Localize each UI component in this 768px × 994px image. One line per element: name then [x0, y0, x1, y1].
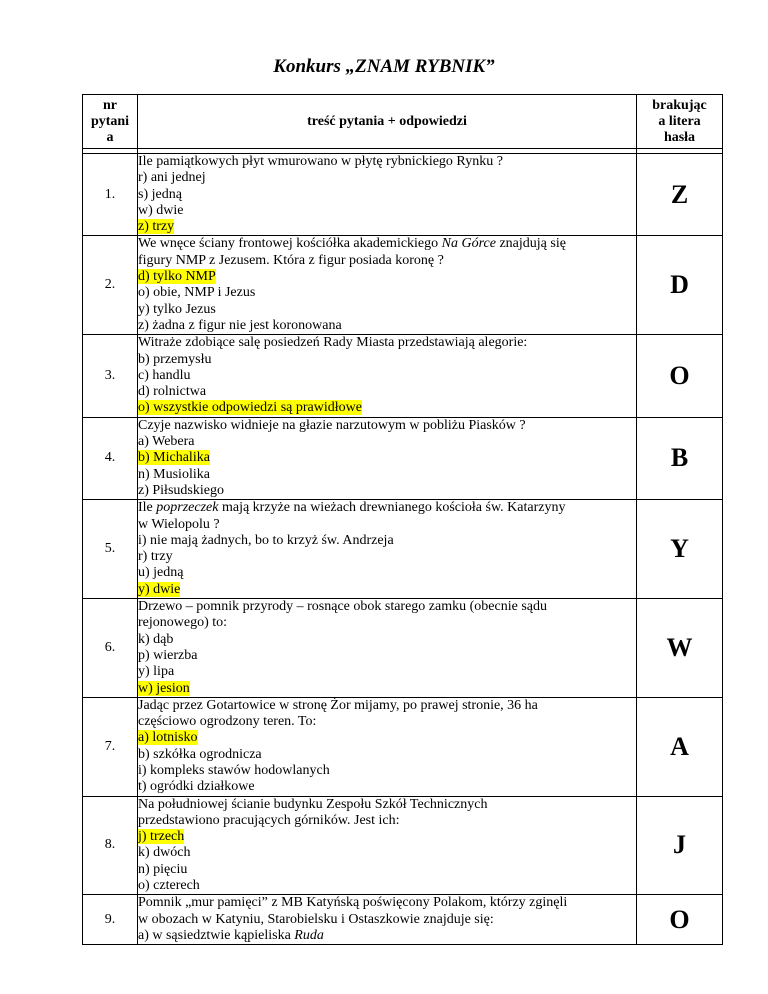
question-content: [138, 796, 637, 895]
answer-option: r) ani jednej: [138, 170, 206, 186]
missing-letter: A: [637, 697, 723, 796]
question-text: Pomnik „mur pamięci” z MB Katyńską poświęcony Polakom, którzy zginęli: [138, 895, 568, 911]
question-number: 9.: [83, 895, 138, 945]
answer-option: z) Piłsudskiego: [138, 482, 224, 498]
question-line: [138, 763, 636, 779]
answer-option: b) przemysłu: [138, 351, 212, 367]
question-line: [138, 483, 636, 499]
question-line: [138, 615, 636, 631]
question-content: [138, 154, 637, 236]
question-line: [138, 517, 636, 533]
question-line: [138, 632, 636, 648]
question-row: [83, 796, 723, 895]
question-content: [138, 599, 637, 698]
answer-option: figury NMP z Jezusem. Która z figur posiada koronę ?: [138, 252, 444, 268]
question-content: [138, 335, 637, 417]
question-line: [138, 253, 636, 269]
answer-option: d) rolnictwa: [138, 384, 207, 400]
question-text-line: [138, 928, 636, 944]
question-number: 4.: [83, 417, 138, 499]
answer-option: częściowo ogrodzony teren. To:: [138, 714, 317, 730]
question-row: [83, 335, 723, 417]
question-line: [138, 187, 636, 203]
question-line: [138, 368, 636, 384]
correct-answer-highlight: z) trzy: [138, 219, 175, 235]
correct-answer-highlight: y) dwie: [138, 581, 181, 597]
question-number: 6.: [83, 599, 138, 698]
question-line: [138, 335, 636, 351]
question-line: [138, 829, 636, 845]
question-text: Drzewo – pomnik przyrody – rosnące obok starego zamku (obecnie sądu: [138, 599, 547, 615]
missing-letter: O: [637, 895, 723, 945]
question-text: Czyje nazwisko widnieje na głazie narzutowym w pobliżu Piasków ?: [138, 417, 526, 433]
text-fragment: We wnęce ściany frontowej kościółka akademickiego: [138, 236, 442, 252]
question-line: [138, 285, 636, 301]
correct-answer-highlight: o) wszystkie odpowiedzi są prawidłowe: [138, 400, 362, 416]
question-line: [138, 318, 636, 334]
question-content: [138, 697, 637, 796]
answer-option: o) czterech: [138, 878, 200, 894]
text-fragment: mają krzyże na wieżach drewnianego kościoła św. Katarzyny: [218, 500, 566, 516]
question-number: 1.: [83, 154, 138, 236]
question-row: [83, 154, 723, 236]
question-text-line: [138, 500, 636, 516]
correct-answer-highlight: j) trzech: [138, 829, 185, 845]
question-row: [83, 599, 723, 698]
question-line: [138, 565, 636, 581]
text-fragment: a) w sąsiedztwie kąpieliska: [138, 927, 295, 943]
question-line: [138, 219, 636, 235]
question-line: [138, 681, 636, 697]
question-row: [83, 895, 723, 945]
question-text-line: [138, 236, 636, 252]
question-line: [138, 878, 636, 894]
answer-option: a) Webera: [138, 434, 195, 450]
question-line: [138, 797, 636, 813]
italic-name: Ruda: [294, 927, 324, 943]
question-content: [138, 417, 637, 499]
answer-option: c) handlu: [138, 367, 191, 383]
missing-letter: D: [637, 236, 723, 335]
header-question-number: nr pytani a: [83, 95, 138, 149]
question-row: [83, 236, 723, 335]
missing-letter: O: [637, 335, 723, 417]
answer-option: i) nie mają żadnych, bo to krzyż św. Andrzeja: [138, 532, 394, 548]
correct-answer-highlight: w) jesion: [138, 680, 190, 696]
question-line: [138, 845, 636, 861]
question-line: [138, 714, 636, 730]
answer-option: rejonowego) to:: [138, 615, 228, 631]
quiz-table: [82, 94, 723, 945]
question-line: [138, 269, 636, 285]
answer-option: i) kompleks stawów hodowlanych: [138, 762, 330, 778]
question-row: [83, 417, 723, 499]
correct-answer-highlight: b) Michalika: [138, 450, 210, 466]
question-number: 5.: [83, 500, 138, 599]
question-line: [138, 467, 636, 483]
question-line: [138, 599, 636, 615]
answer-option: n) pięciu: [138, 861, 188, 877]
question-line: [138, 450, 636, 466]
question-line: [138, 648, 636, 664]
correct-answer-highlight: d) tylko NMP: [138, 269, 216, 285]
answer-option: y) tylko Jezus: [138, 301, 216, 317]
italic-name: Na Górce: [441, 236, 496, 252]
italic-name: poprzeczek: [156, 500, 219, 516]
question-line: [138, 384, 636, 400]
table-header-row: [83, 95, 723, 149]
header-missing-letter: brakując a litera hasła: [637, 95, 723, 149]
question-line: [138, 813, 636, 829]
question-text: Jadąc przez Gotartowice w stronę Żor mijamy, po prawej stronie, 36 ha: [138, 697, 538, 713]
answer-option: u) jedną: [138, 565, 184, 581]
question-line: [138, 747, 636, 763]
question-number: 7.: [83, 697, 138, 796]
question-line: [138, 203, 636, 219]
question-row: [83, 500, 723, 599]
answer-option: w Wielopolu ?: [138, 516, 220, 532]
question-line: [138, 352, 636, 368]
answer-option: k) dąb: [138, 631, 174, 647]
question-number: 3.: [83, 335, 138, 417]
answer-option: t) ogródki działkowe: [138, 779, 255, 795]
question-line: [138, 418, 636, 434]
missing-letter: Y: [637, 500, 723, 599]
question-line: [138, 779, 636, 795]
question-line: [138, 533, 636, 549]
question-line: [138, 302, 636, 318]
question-content: [138, 236, 637, 335]
question-text: Witraże zdobiące salę posiedzeń Rady Miasta przedstawiają alegorie:: [138, 335, 528, 351]
question-line: [138, 895, 636, 911]
question-line: [138, 582, 636, 598]
text-fragment: znajdują się: [495, 236, 566, 252]
question-line: [138, 698, 636, 714]
question-number: 8.: [83, 796, 138, 895]
missing-letter: B: [637, 417, 723, 499]
question-line: [138, 730, 636, 746]
answer-option: s) jedną: [138, 186, 182, 202]
page-title: Konkurs „ZNAM RYBNIK”: [273, 56, 495, 77]
question-line: [138, 912, 636, 928]
question-line: [138, 549, 636, 565]
question-line: [138, 862, 636, 878]
question-number: 2.: [83, 236, 138, 335]
question-line: [138, 434, 636, 450]
answer-option: z) żadna z figur nie jest koronowana: [138, 317, 342, 333]
question-line: [138, 154, 636, 170]
answer-option: przedstawiono pracujących górników. Jest ich:: [138, 812, 400, 828]
answer-option: o) obie, NMP i Jezus: [138, 285, 256, 301]
answer-option: n) Musiolika: [138, 466, 210, 482]
header-question-content: treść pytania + odpowiedzi: [138, 95, 637, 149]
answer-option: w) dwie: [138, 202, 184, 218]
answer-option: k) dwóch: [138, 845, 191, 861]
missing-letter: J: [637, 796, 723, 895]
answer-option: w obozach w Katyniu, Starobielsku i Ostaszkowie znajduje się:: [138, 911, 494, 927]
missing-letter: Z: [637, 154, 723, 236]
answer-option: p) wierzba: [138, 647, 198, 663]
question-row: [83, 697, 723, 796]
question-line: [138, 664, 636, 680]
question-text: Ile pamiątkowych płyt wmurowano w płytę rybnickiego Rynku ?: [138, 154, 503, 169]
question-content: [138, 500, 637, 599]
answer-option: r) trzy: [138, 549, 173, 565]
missing-letter: W: [637, 599, 723, 698]
correct-answer-highlight: a) lotnisko: [138, 730, 198, 746]
question-line: [138, 400, 636, 416]
question-line: [138, 170, 636, 186]
question-text: Na południowej ścianie budynku Zespołu Szkół Technicznych: [138, 796, 488, 812]
answer-option: y) lipa: [138, 664, 175, 680]
answer-option: b) szkółka ogrodnicza: [138, 746, 262, 762]
text-fragment: Ile: [138, 500, 157, 516]
question-content: [138, 895, 637, 945]
